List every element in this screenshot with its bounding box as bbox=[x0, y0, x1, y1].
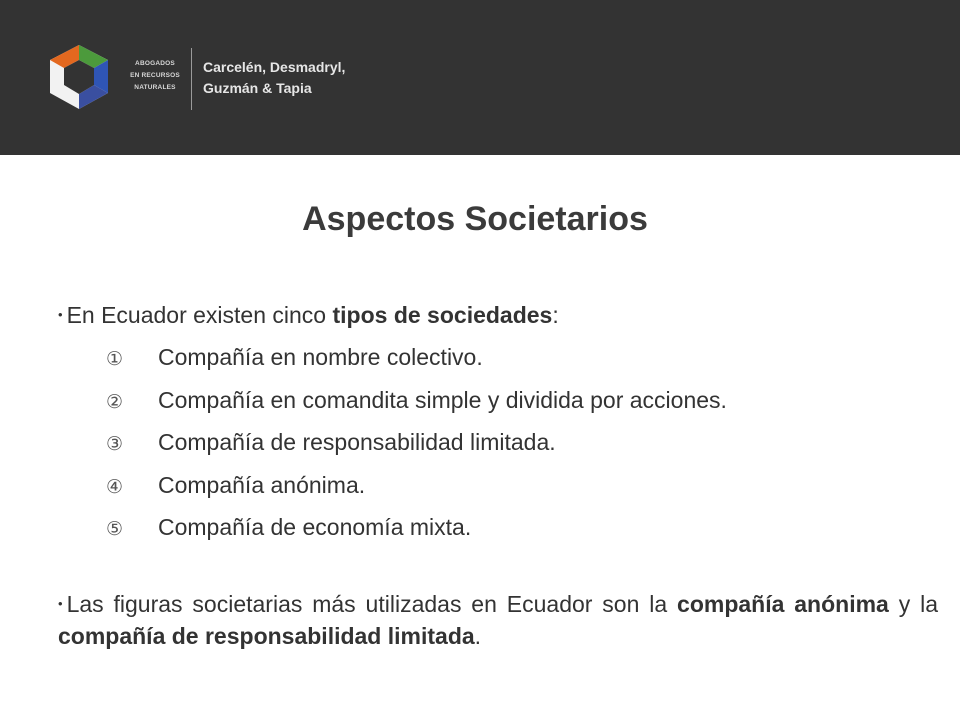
hexagon-ring-logo-icon bbox=[44, 43, 114, 111]
circled-number-icon: ⑤ bbox=[106, 518, 124, 540]
firm-subtitle bbox=[124, 58, 186, 94]
header-banner bbox=[0, 0, 960, 155]
closing-bullet bbox=[58, 588, 938, 652]
closing-text: . bbox=[474, 622, 482, 649]
closing-bold-text: compañía de responsabilidad limitada bbox=[58, 622, 475, 649]
firm-name bbox=[203, 57, 345, 99]
firm-subtitle-line: EN RECURSOS bbox=[130, 72, 180, 79]
intro-text: En Ecuador existen cinco bbox=[66, 302, 333, 328]
intro-text-end: : bbox=[552, 302, 559, 328]
intro-bold-text: tipos de sociedades bbox=[332, 302, 553, 328]
list-item-text: Compañía en comandita simple y dividida por acciones. bbox=[158, 386, 727, 413]
list-item bbox=[106, 465, 938, 508]
list-item bbox=[106, 337, 938, 380]
list-item bbox=[106, 380, 938, 423]
list-item-text: Compañía anónima. bbox=[158, 471, 366, 498]
closing-bold-text: compañía anónima bbox=[677, 590, 889, 617]
firm-name-line: Carcelén, Desmadryl, bbox=[203, 59, 346, 75]
list-item-text: Compañía de economía mixta. bbox=[158, 514, 472, 540]
intro-bullet bbox=[58, 298, 938, 332]
slide-title: Aspectos Societarios bbox=[302, 200, 648, 238]
circled-number-icon: ③ bbox=[106, 433, 124, 455]
circled-number-icon: ② bbox=[106, 390, 124, 413]
bullet-dot-icon: • bbox=[58, 307, 63, 322]
circled-number-icon: ④ bbox=[106, 475, 124, 498]
list-item-text: Compañía en nombre colectivo. bbox=[158, 344, 483, 370]
bullet-dot-icon: • bbox=[58, 595, 63, 611]
list-item bbox=[106, 422, 938, 465]
circled-number-icon: ① bbox=[106, 348, 124, 370]
slide-body bbox=[58, 298, 938, 652]
list-item-text: Compañía de responsabilidad limitada. bbox=[158, 429, 556, 455]
closing-text: y la bbox=[888, 590, 938, 617]
closing-text: Las figuras societarias más utilizadas en Ecuador son la bbox=[66, 590, 678, 617]
header-divider bbox=[191, 48, 192, 110]
firm-name-line: Guzmán & Tapia bbox=[203, 80, 312, 96]
list-item bbox=[106, 507, 938, 550]
company-types-list bbox=[106, 337, 938, 550]
firm-subtitle-line: NATURALES bbox=[134, 84, 176, 91]
firm-subtitle-line: ABOGADOS bbox=[135, 60, 175, 67]
